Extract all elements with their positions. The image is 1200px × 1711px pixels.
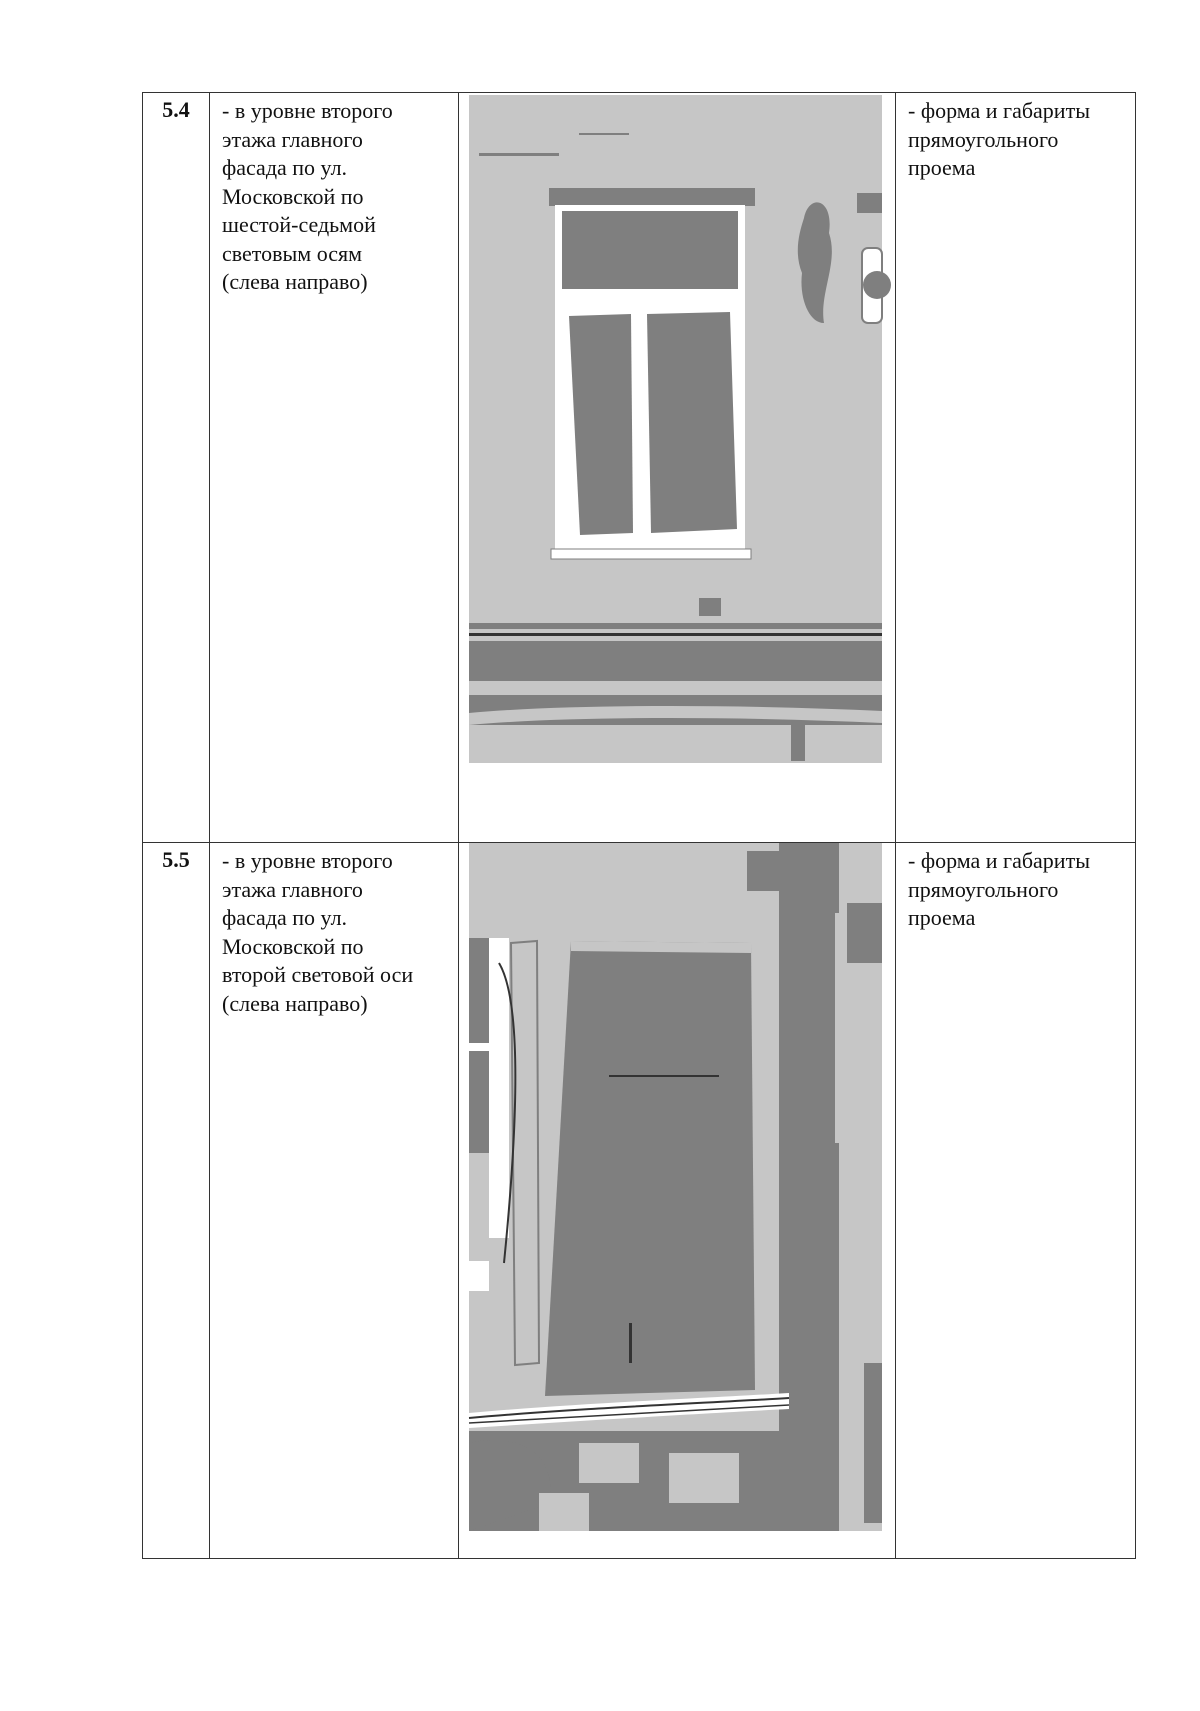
location-description-cell xyxy=(210,93,459,843)
row-number-cell xyxy=(143,843,210,1559)
window-photo xyxy=(459,843,895,1543)
row-number-cell xyxy=(143,93,210,843)
photo-cell xyxy=(459,843,896,1559)
photo-cell xyxy=(459,93,896,843)
protected-feature-cell xyxy=(896,93,1136,843)
location-description-cell xyxy=(210,843,459,1559)
row-number: 5.5 xyxy=(162,847,190,872)
protected-feature-cell xyxy=(896,843,1136,1559)
table-row xyxy=(143,843,1136,1559)
location-description: - в уровне второго этажа главного фасада по ул. Московской по шестой-седьмой световым осям (слева направо) xyxy=(222,98,393,294)
protected-feature: - форма и габариты прямоугольного проема xyxy=(908,98,1090,180)
row-number: 5.4 xyxy=(162,97,190,122)
protected-feature: - форма и габариты прямоугольного проема xyxy=(908,848,1090,930)
monument-elements-table xyxy=(142,92,1136,1559)
table-row xyxy=(143,93,1136,843)
location-description: - в уровне второго этажа главного фасада по ул. Московской по второй световой оси (слева направо) xyxy=(222,848,414,1016)
window-photo xyxy=(459,93,895,763)
